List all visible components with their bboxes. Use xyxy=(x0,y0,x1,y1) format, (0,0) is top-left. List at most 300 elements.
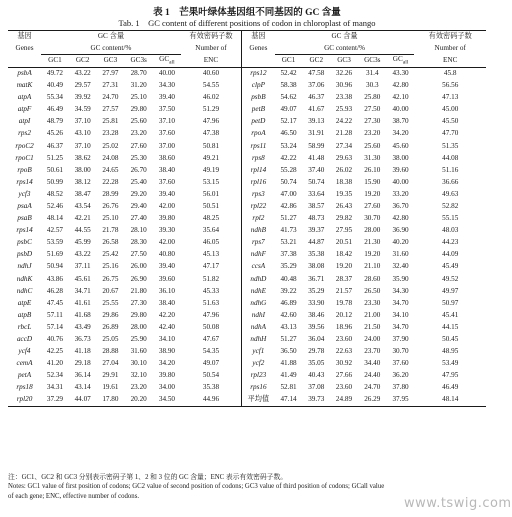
enc-value-cell: 45.8 xyxy=(443,68,457,77)
gc-value-cell: 50.99 xyxy=(46,177,64,186)
gc-value-cell: 29.18 xyxy=(74,359,91,368)
note-cn: 注：GC1、GC2 和 GC3 分别表示密码子第 1、2 和 3 位的 GC 含量；ENC 表示有效密码子数。 xyxy=(8,474,288,481)
gc-value-cell: 39.60 xyxy=(158,274,176,283)
gc-value-cell: 38.40 xyxy=(158,165,176,174)
gc-value-cell: 32.10 xyxy=(130,371,147,380)
gc-value-cell: 36.71 xyxy=(308,274,325,283)
gc-value-cell: 31.20 xyxy=(130,81,147,90)
gene-name-cell: accD xyxy=(16,335,33,343)
gc-value-cell: 35.05 xyxy=(308,359,325,368)
gc-value-cell: 21.50 xyxy=(364,322,381,331)
gene-name-cell: psbA xyxy=(17,68,32,77)
gc-value-cell: 43.13 xyxy=(280,322,297,331)
gc-value-cell: 42.57 xyxy=(46,226,64,235)
gc-value-cell: 29.63 xyxy=(335,153,353,162)
gc-value-cell: 27.60 xyxy=(364,201,381,210)
enc-value-cell: 45.50 xyxy=(442,117,459,126)
gc-value-cell: 20.67 xyxy=(102,286,119,295)
gene-name-cell: rpl23 xyxy=(242,370,275,382)
enc-value-cell: 48.95 xyxy=(442,347,459,356)
col-header-gc2: GC2 xyxy=(69,55,97,68)
gc-value-cell: 19.61 xyxy=(102,383,119,392)
gc-value-cell: 37.00 xyxy=(158,141,176,150)
gc-value-cell: 27.31 xyxy=(102,81,119,90)
gc-value-cell: 53.59 xyxy=(46,238,64,247)
gc-value-cell: 40.43 xyxy=(308,371,325,380)
gc-value-cell: 21.30 xyxy=(364,238,381,247)
enc-value-cell: 50.81 xyxy=(202,141,220,150)
gc-value-cell: 47.00 xyxy=(280,189,297,198)
gc-value-cell: 29.80 xyxy=(130,105,147,114)
gene-name-cell: clpP xyxy=(242,80,275,92)
gc-value-cell: 21.00 xyxy=(364,310,381,319)
gc-value-cell: 40.00 xyxy=(158,68,176,77)
gc-value-cell: 53.24 xyxy=(280,141,297,150)
gc-value-cell: 24.89 xyxy=(330,394,358,407)
gc-value-cell: 31.30 xyxy=(364,153,381,162)
gc-value-cell: 23.60 xyxy=(335,383,353,392)
gene-name-cell: petD xyxy=(242,116,275,128)
gc-value-cell: 42.80 xyxy=(392,214,409,223)
gc-value-cell: 42.10 xyxy=(392,93,409,102)
gc-value-cell: 37.10 xyxy=(74,141,91,150)
enc-value-cell: 51.16 xyxy=(442,165,459,174)
gc-value-cell: 38.47 xyxy=(74,189,91,198)
gc-value-cell: 36.14 xyxy=(74,371,91,380)
gc-value-cell: 47.58 xyxy=(308,68,325,77)
gc-value-cell: 27.34 xyxy=(335,141,353,150)
gc-value-cell: 25.80 xyxy=(364,93,381,102)
gc-value-cell: 51.27 xyxy=(280,335,297,343)
gc-value-cell: 43.14 xyxy=(74,383,91,392)
gc-value-cell: 34.71 xyxy=(74,286,91,295)
enc-value-cell: 45.13 xyxy=(202,250,220,259)
gc-value-cell: 31.91 xyxy=(308,129,325,138)
enc-value-cell: 47.95 xyxy=(442,371,459,380)
gc-value-cell: 44.87 xyxy=(308,238,325,247)
gc-value-cell: 21.80 xyxy=(130,286,147,295)
gc-value-cell: 19.20 xyxy=(364,250,381,259)
gc-value-cell: 35.29 xyxy=(308,286,325,295)
gc-value-cell: 27.50 xyxy=(130,250,147,259)
gc-value-cell: 38.40 xyxy=(158,298,176,307)
table-row xyxy=(8,382,486,394)
gc-group-header-en: GC content/% xyxy=(275,43,415,55)
gc-value-cell: 23.20 xyxy=(130,383,147,392)
gc-value-cell: 25.60 xyxy=(364,141,381,150)
gc-value-cell: 48.14 xyxy=(46,214,64,223)
table-row xyxy=(8,176,486,188)
note-en-line1: Notes: GC1 value of first position of codons; GC2 value of second position of codons; GC3 value of third position of codons; GCall value xyxy=(8,483,385,491)
gc-value-cell: 23.30 xyxy=(364,298,381,307)
gene-name-cell: rps16 xyxy=(242,382,275,394)
enc-value-cell: 49.19 xyxy=(202,165,220,174)
table-row xyxy=(8,201,486,213)
gc-value-cell: 25.81 xyxy=(102,117,119,126)
gc-value-cell: 29.82 xyxy=(335,214,353,223)
gc-value-cell: 37.90 xyxy=(392,335,409,343)
enc-value-cell: 49.63 xyxy=(442,189,459,198)
gc-value-cell: 41.67 xyxy=(308,105,325,114)
gc-value-cell: 33.90 xyxy=(308,298,325,307)
gc-value-cell: 17.80 xyxy=(97,394,125,407)
gc-value-cell: 39.37 xyxy=(308,226,325,235)
gc-value-cell: 28.88 xyxy=(102,347,119,356)
gc-value-cell: 52.34 xyxy=(46,371,64,380)
gc-value-cell: 39.56 xyxy=(308,322,325,331)
gc-value-cell: 30.70 xyxy=(392,347,409,356)
gc-value-cell: 51.69 xyxy=(46,250,64,259)
gene-name-cell: ndhC xyxy=(16,286,33,295)
gc-value-cell: 27.40 xyxy=(130,214,147,223)
gc-value-cell: 19.20 xyxy=(364,189,381,198)
gc-value-cell: 52.81 xyxy=(280,383,297,392)
gc-value-cell: 32.26 xyxy=(335,68,353,77)
gc-value-cell: 40.49 xyxy=(46,81,64,90)
enc-value-cell: 47.67 xyxy=(202,335,220,343)
enc-value-cell: 44.96 xyxy=(181,394,242,407)
table-row xyxy=(8,321,486,333)
table-row xyxy=(8,297,486,309)
gc-value-cell: 37.95 xyxy=(387,394,415,407)
gc-value-cell: 34.10 xyxy=(158,335,176,343)
gc-value-cell: 41.73 xyxy=(280,226,297,235)
gc-value-cell: 19.78 xyxy=(335,298,353,307)
gc-value-cell: 29.40 xyxy=(130,201,147,210)
gc-value-cell: 34.31 xyxy=(46,383,64,392)
gc-value-cell: 52.17 xyxy=(280,117,297,126)
enc-value-cell: 56.01 xyxy=(202,189,220,198)
gc-value-cell: 50.61 xyxy=(46,165,64,174)
gc-value-cell: 44.07 xyxy=(69,394,97,407)
gc-value-cell: 25.10 xyxy=(102,214,119,223)
gc-value-cell: 38.00 xyxy=(74,165,91,174)
col-header-enc: ENC xyxy=(181,55,242,68)
gc-group-header-cn: GC 含量 xyxy=(41,31,181,44)
gc-value-cell: 33.20 xyxy=(392,189,409,198)
gc-value-cell: 39.30 xyxy=(158,226,176,235)
gc-value-cell: 42.60 xyxy=(280,310,297,319)
gc-value-cell: 41.49 xyxy=(280,371,297,380)
gc-value-cell: 27.66 xyxy=(335,371,353,380)
gc-value-cell: 37.60 xyxy=(392,359,409,368)
gc-value-cell: 25.40 xyxy=(130,177,147,186)
gc-value-cell: 25.55 xyxy=(102,298,119,307)
gc-value-cell: 39.40 xyxy=(158,189,176,198)
enc-value-cell: 51.29 xyxy=(202,105,220,114)
gc-value-cell: 39.73 xyxy=(302,394,330,407)
gc-value-cell: 37.11 xyxy=(74,262,91,271)
gc-value-cell: 41.48 xyxy=(308,153,325,162)
gc-value-cell: 37.80 xyxy=(392,383,409,392)
gc-value-cell: 51.27 xyxy=(280,214,297,223)
gc-value-cell: 25.90 xyxy=(130,335,147,343)
gene-name-cell: ndhB xyxy=(242,225,275,237)
gc-value-cell: 38.12 xyxy=(74,177,91,186)
gc-value-cell: 23.38 xyxy=(335,93,353,102)
gc-value-cell: 27.30 xyxy=(364,117,381,126)
gc-value-cell: 45.26 xyxy=(46,129,64,138)
gc-value-cell: 40.80 xyxy=(158,250,176,259)
gene-header-en: Genes xyxy=(15,44,34,53)
enc-value-cell: 47.38 xyxy=(202,129,220,138)
gc-value-cell: 30.96 xyxy=(335,81,353,90)
gc-value-cell: 33.64 xyxy=(308,189,325,198)
gc-value-cell: 49.07 xyxy=(280,105,297,114)
enc-value-cell: 52.82 xyxy=(442,201,459,210)
gc-value-cell: 37.40 xyxy=(308,165,325,174)
gc-value-cell: 38.62 xyxy=(74,153,91,162)
gc-value-cell: 25.42 xyxy=(102,250,119,259)
enc-value-cell: 45.41 xyxy=(442,310,459,319)
gc-value-cell: 40.76 xyxy=(46,335,64,343)
gc-value-cell: 18.96 xyxy=(335,322,353,331)
gene-name-cell: ndhG xyxy=(242,297,275,309)
gc-value-cell: 27.04 xyxy=(102,359,119,368)
gc-value-cell: 41.18 xyxy=(74,347,91,356)
gc-value-cell: 37.10 xyxy=(158,117,176,126)
gc-value-cell: 39.80 xyxy=(158,371,176,380)
gc-value-cell: 29.20 xyxy=(130,189,147,198)
gc-value-cell: 47.14 xyxy=(275,394,303,407)
enc-header-cn: 有效密码子数 xyxy=(414,31,486,44)
enc-value-cell: 50.45 xyxy=(442,335,459,343)
gene-name-cell: petA xyxy=(17,371,32,380)
gc-value-cell: 22.28 xyxy=(102,177,119,186)
gc-value-cell: 39.92 xyxy=(74,93,91,102)
gc-value-cell: 25.10 xyxy=(130,93,147,102)
enc-value-cell: 45.00 xyxy=(442,105,459,114)
table-row xyxy=(8,358,486,370)
gene-name-cell: cemA xyxy=(16,359,33,368)
gc-value-cell: 42.21 xyxy=(74,214,91,223)
gc-value-cell: 27.30 xyxy=(130,298,147,307)
gc-value-cell: 25.05 xyxy=(102,335,119,343)
gc-value-cell: 23.70 xyxy=(364,347,381,356)
enc-value-cell: 56.56 xyxy=(442,81,459,90)
enc-value-cell: 49.52 xyxy=(442,274,459,283)
gc-value-cell: 34.10 xyxy=(392,310,409,319)
gene-name-cell: rpoC2 xyxy=(15,141,34,150)
gene-name-cell: ndhE xyxy=(242,285,275,297)
gc-value-cell: 37.29 xyxy=(41,394,69,407)
watermark: www.tswig.com xyxy=(404,496,512,511)
col-header-gc1: GC1 xyxy=(275,55,303,68)
gc-value-cell: 41.68 xyxy=(74,310,91,319)
enc-value-cell: 40.60 xyxy=(202,68,220,77)
col-header-gcall: $GC_{all}$ xyxy=(387,55,415,68)
enc-value-cell: 35.64 xyxy=(202,226,220,235)
gc-value-cell: 26.02 xyxy=(335,165,353,174)
gene-name-cell: rbcL xyxy=(17,322,32,331)
gc-value-cell: 26.50 xyxy=(364,286,381,295)
gc-value-cell: 48.79 xyxy=(46,117,64,126)
gene-name-cell: ndhD xyxy=(242,273,275,285)
gc-value-cell: 27.60 xyxy=(130,141,147,150)
gc-value-cell: 38.00 xyxy=(392,153,409,162)
gc-value-cell: 36.20 xyxy=(392,371,409,380)
gc-value-cell: 50.94 xyxy=(46,262,64,271)
header-row-2 xyxy=(8,43,486,55)
gc-value-cell: 28.60 xyxy=(364,274,381,283)
gc-value-cell: 40.48 xyxy=(280,274,297,283)
gene-name-cell: ndhI xyxy=(242,309,275,321)
gc-value-cell: 23.60 xyxy=(335,335,353,343)
gene-name-cell: ndhJ xyxy=(17,262,32,271)
gc-value-cell: 26.89 xyxy=(102,322,119,331)
header-row-3 xyxy=(8,55,486,68)
gc-value-cell: 45.60 xyxy=(392,141,409,150)
gc-value-cell: 43.22 xyxy=(74,68,91,77)
enc-value-cell: 44.09 xyxy=(442,250,459,259)
gc-value-cell: 28.99 xyxy=(102,189,119,198)
gc-value-cell: 41.88 xyxy=(280,359,297,368)
gc-value-cell: 29.91 xyxy=(102,371,119,380)
gc-value-cell: 36.50 xyxy=(280,347,297,356)
enc-value-cell: 35.38 xyxy=(202,383,220,392)
gc-value-cell: 24.70 xyxy=(364,383,381,392)
gc-value-cell: 28.30 xyxy=(130,238,147,247)
gc-value-cell: 42.20 xyxy=(158,310,176,319)
table-row xyxy=(8,128,486,140)
gc-value-cell: 24.22 xyxy=(335,117,353,126)
gc-value-cell: 20.20 xyxy=(124,394,153,407)
table-body xyxy=(8,67,486,407)
gc-value-cell: 39.40 xyxy=(158,262,176,271)
col-header-gcall: $GC_{all}$ xyxy=(153,55,181,68)
table-row xyxy=(8,92,486,104)
gc-value-cell: 54.62 xyxy=(280,93,297,102)
table-row xyxy=(8,249,486,261)
gene-header-blank xyxy=(8,55,41,68)
gc-content-table xyxy=(8,30,486,407)
enc-value-cell: 44.15 xyxy=(442,322,459,331)
gc-value-cell: 36.90 xyxy=(392,226,409,235)
gc-value-cell: 29.78 xyxy=(308,347,325,356)
gene-name-cell: psbC xyxy=(17,238,32,247)
gene-name-cell: rps2 xyxy=(18,129,31,138)
col-header-gc2: GC2 xyxy=(302,55,330,68)
gc-value-cell: 26.90 xyxy=(130,274,147,283)
gc-value-cell: 18.42 xyxy=(335,250,353,259)
gc-value-cell: 39.80 xyxy=(158,214,176,223)
gc-value-cell: 38.60 xyxy=(158,153,176,162)
enc-value-cell: 44.08 xyxy=(442,153,459,162)
gc-value-cell: 26.76 xyxy=(102,201,119,210)
gc-value-cell: 36.04 xyxy=(308,335,325,343)
gc-value-cell: 49.72 xyxy=(46,68,64,77)
gc-value-cell: 21.78 xyxy=(102,226,119,235)
gc-group-header-en: GC content/% xyxy=(41,43,181,55)
gene-name-cell: matK xyxy=(16,81,33,90)
gc-value-cell: 42.22 xyxy=(280,153,297,162)
gc-value-cell: 41.20 xyxy=(46,359,64,368)
gc-value-cell: 50.74 xyxy=(280,177,297,186)
gc-value-cell: 18.38 xyxy=(335,177,353,186)
gene-header-cn: 基因 xyxy=(242,31,275,44)
gc-value-cell: 36.70 xyxy=(392,201,409,210)
gc-group-header-cn: GC 含量 xyxy=(275,31,415,44)
gene-name-cell: rps11 xyxy=(242,140,275,152)
gc-value-cell: 25.02 xyxy=(102,141,119,150)
gene-name-cell: petB xyxy=(242,104,275,116)
enc-value-cell: 51.35 xyxy=(442,141,459,150)
gc-value-cell: 55.34 xyxy=(46,93,64,102)
gc-value-cell: 46.49 xyxy=(46,105,64,114)
gc-value-cell: 34.70 xyxy=(392,298,409,307)
gene-name-cell: ccsA xyxy=(242,261,275,273)
table-row xyxy=(8,370,486,382)
gc-value-cell: 30.70 xyxy=(364,214,381,223)
gc-value-cell: 39.22 xyxy=(280,286,297,295)
gc-value-cell: 45.99 xyxy=(74,238,91,247)
gc-value-cell: 34.30 xyxy=(158,81,176,90)
gene-name-cell: rpoB xyxy=(17,165,32,174)
enc-value-cell: 48.03 xyxy=(442,226,459,235)
enc-value-cell: 53.49 xyxy=(442,359,459,368)
gc-value-cell: 37.08 xyxy=(308,383,325,392)
gc-value-cell: 43.49 xyxy=(74,322,91,331)
table-row xyxy=(8,152,486,164)
gc-value-cell: 53.21 xyxy=(280,238,297,247)
enc-value-cell: 50.97 xyxy=(442,298,459,307)
enc-value-cell: 51.82 xyxy=(202,274,220,283)
table-row xyxy=(8,225,486,237)
gene-name-cell: rps3 xyxy=(242,188,275,200)
enc-header-en-line1: Number of xyxy=(195,44,227,53)
table-row xyxy=(8,237,486,249)
gc-value-cell: 58.38 xyxy=(280,81,297,90)
gc-value-cell: 21.10 xyxy=(364,262,381,271)
gc-value-cell: 26.43 xyxy=(335,201,353,210)
table-row xyxy=(8,116,486,128)
gc-value-cell: 27.57 xyxy=(102,105,119,114)
gc-value-cell: 20.51 xyxy=(335,238,353,247)
gc-value-cell: 42.40 xyxy=(158,322,176,331)
gene-name-cell: rps14 xyxy=(16,177,33,186)
gc-value-cell: 34.20 xyxy=(392,129,409,138)
gc-value-cell: 46.28 xyxy=(46,286,64,295)
gc-value-cell: 30.3 xyxy=(365,81,379,90)
gc-value-cell: 34.30 xyxy=(392,286,409,295)
gc-value-cell: 38.46 xyxy=(308,310,325,319)
enc-value-cell: 48.25 xyxy=(202,214,220,223)
gc-value-cell: 30.10 xyxy=(130,359,147,368)
gene-name-cell: ndhA xyxy=(242,321,275,333)
gc-value-cell: 39.60 xyxy=(392,165,409,174)
gc-value-cell: 37.06 xyxy=(308,81,325,90)
gene-name-cell: ndhF xyxy=(242,249,275,261)
gc-value-cell: 46.50 xyxy=(280,129,297,138)
gc-value-cell: 40.00 xyxy=(392,105,409,114)
gc-value-cell: 26.10 xyxy=(364,165,381,174)
gc-value-cell: 38.08 xyxy=(308,262,325,271)
gene-name-cell: atpA xyxy=(17,93,32,102)
gc-value-cell: 34.59 xyxy=(74,105,91,114)
enc-value-cell: 46.49 xyxy=(442,383,459,392)
header-row-1 xyxy=(8,31,486,44)
gene-name-cell: ycf1 xyxy=(242,346,275,358)
gc-value-cell: 46.37 xyxy=(46,141,64,150)
gc-value-cell: 37.50 xyxy=(158,105,176,114)
gene-name-cell: psaB xyxy=(17,214,32,223)
gc-value-cell: 25.30 xyxy=(130,153,147,162)
gene-name-cell: atpI xyxy=(18,117,31,126)
enc-header-en-line1: Number of xyxy=(434,44,466,53)
enc-value-cell: 48.14 xyxy=(414,394,486,407)
col-header-gc3: GC3 xyxy=(97,55,125,68)
gc-value-cell: 22.63 xyxy=(335,347,353,356)
